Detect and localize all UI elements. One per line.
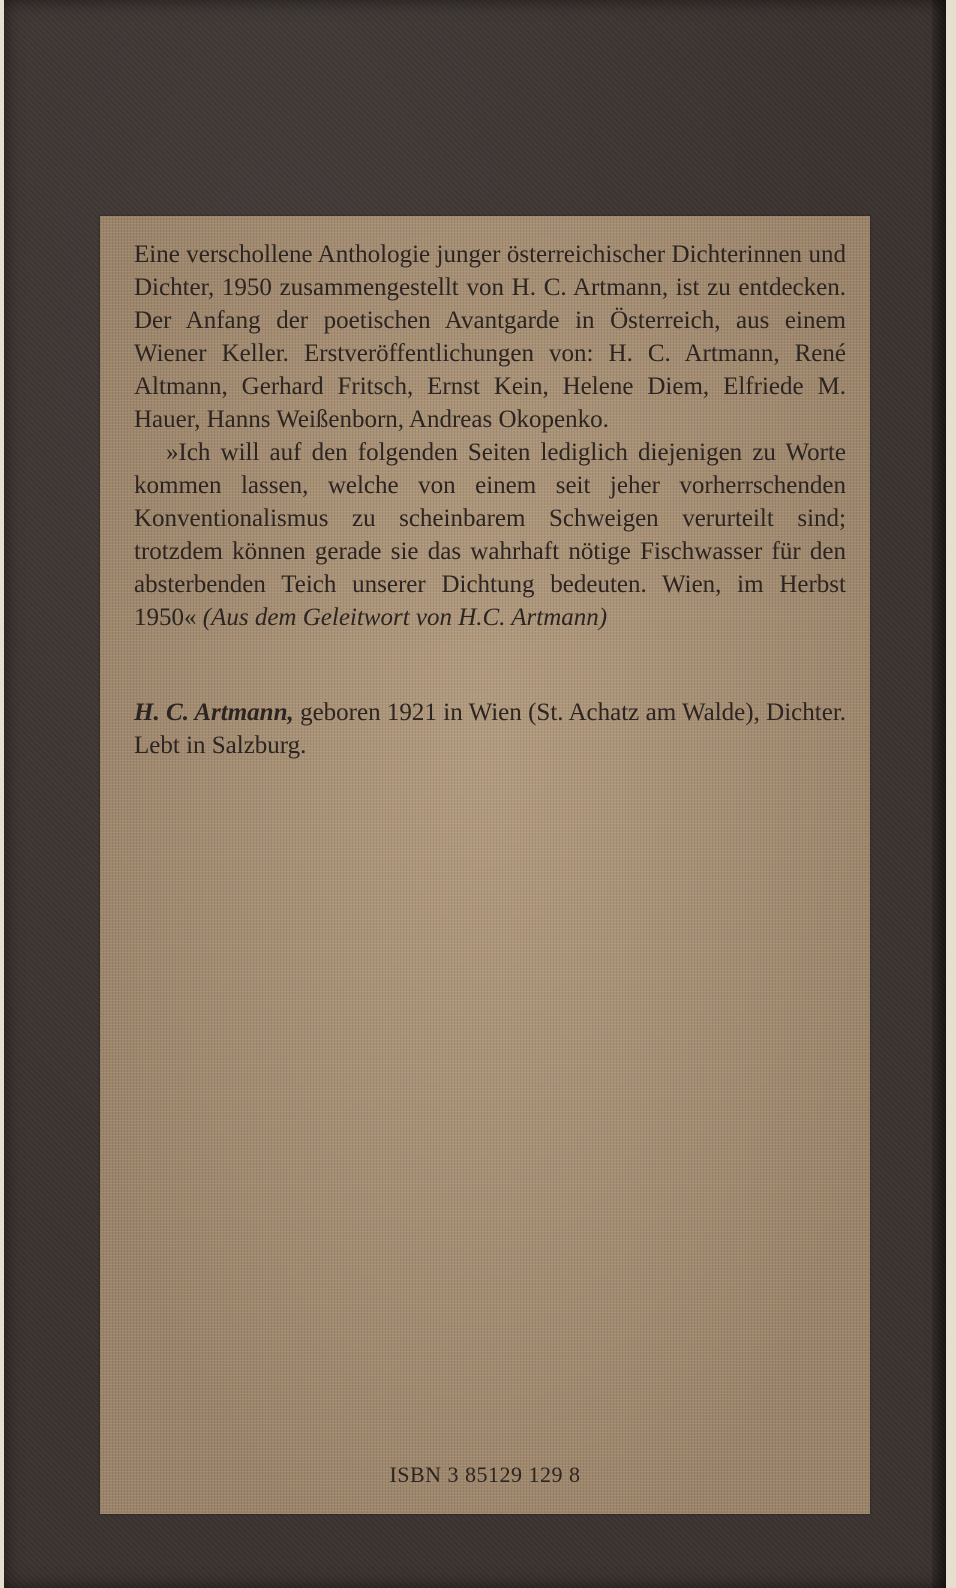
spacer [134, 634, 846, 696]
isbn-number: ISBN 3 85129 129 8 [389, 1462, 581, 1487]
author-bio [134, 696, 846, 762]
author-name: H. C. Artmann, [134, 699, 294, 726]
cover-edge [932, 0, 946, 1588]
text-label-panel [100, 216, 870, 1514]
author-bio-text: geboren 1921 in Wien (St. Achatz am Walde), Dichter. Lebt in Salzburg. [134, 699, 847, 759]
blurb-text [134, 238, 846, 762]
blurb-paragraph [134, 238, 846, 436]
quote-text: »Ich will auf den folgenden Seiten lediglich diejenigen zu Worte kommen lassen, welche von einem seit jeher vorherrschenden Konventionalismus zu scheinbarem Schweigen verurteilt sind; trotzdem können gerade sie das wahrhaft nötige Fischwasser für den absterbenden Teich unserer Dichtung bedeuten. Wien, im Herbst 1950« [134, 439, 846, 631]
quote-paragraph [134, 436, 846, 634]
blurb-paragraph-text: Eine verschollene Anthologie junger österreichischer Dichterinnen und Dichter, 1950 zusammengestellt von H. C. Artmann, ist zu entdecken. Der Anfang der poetischen Avantgarde in Österreich, aus einem Wiener Keller. Erstveröffentlichungen von: H. C. Artmann, René Altmann, Gerhard Fritsch, Ernst Kein, Helene Diem, Elfriede M. Hauer, Hanns Weißenborn, Andreas Okopenko. [134, 241, 846, 433]
quote-source: (Aus dem Geleitwort von H.C. Artmann) [202, 604, 608, 631]
book-back-cover [4, 0, 946, 1588]
